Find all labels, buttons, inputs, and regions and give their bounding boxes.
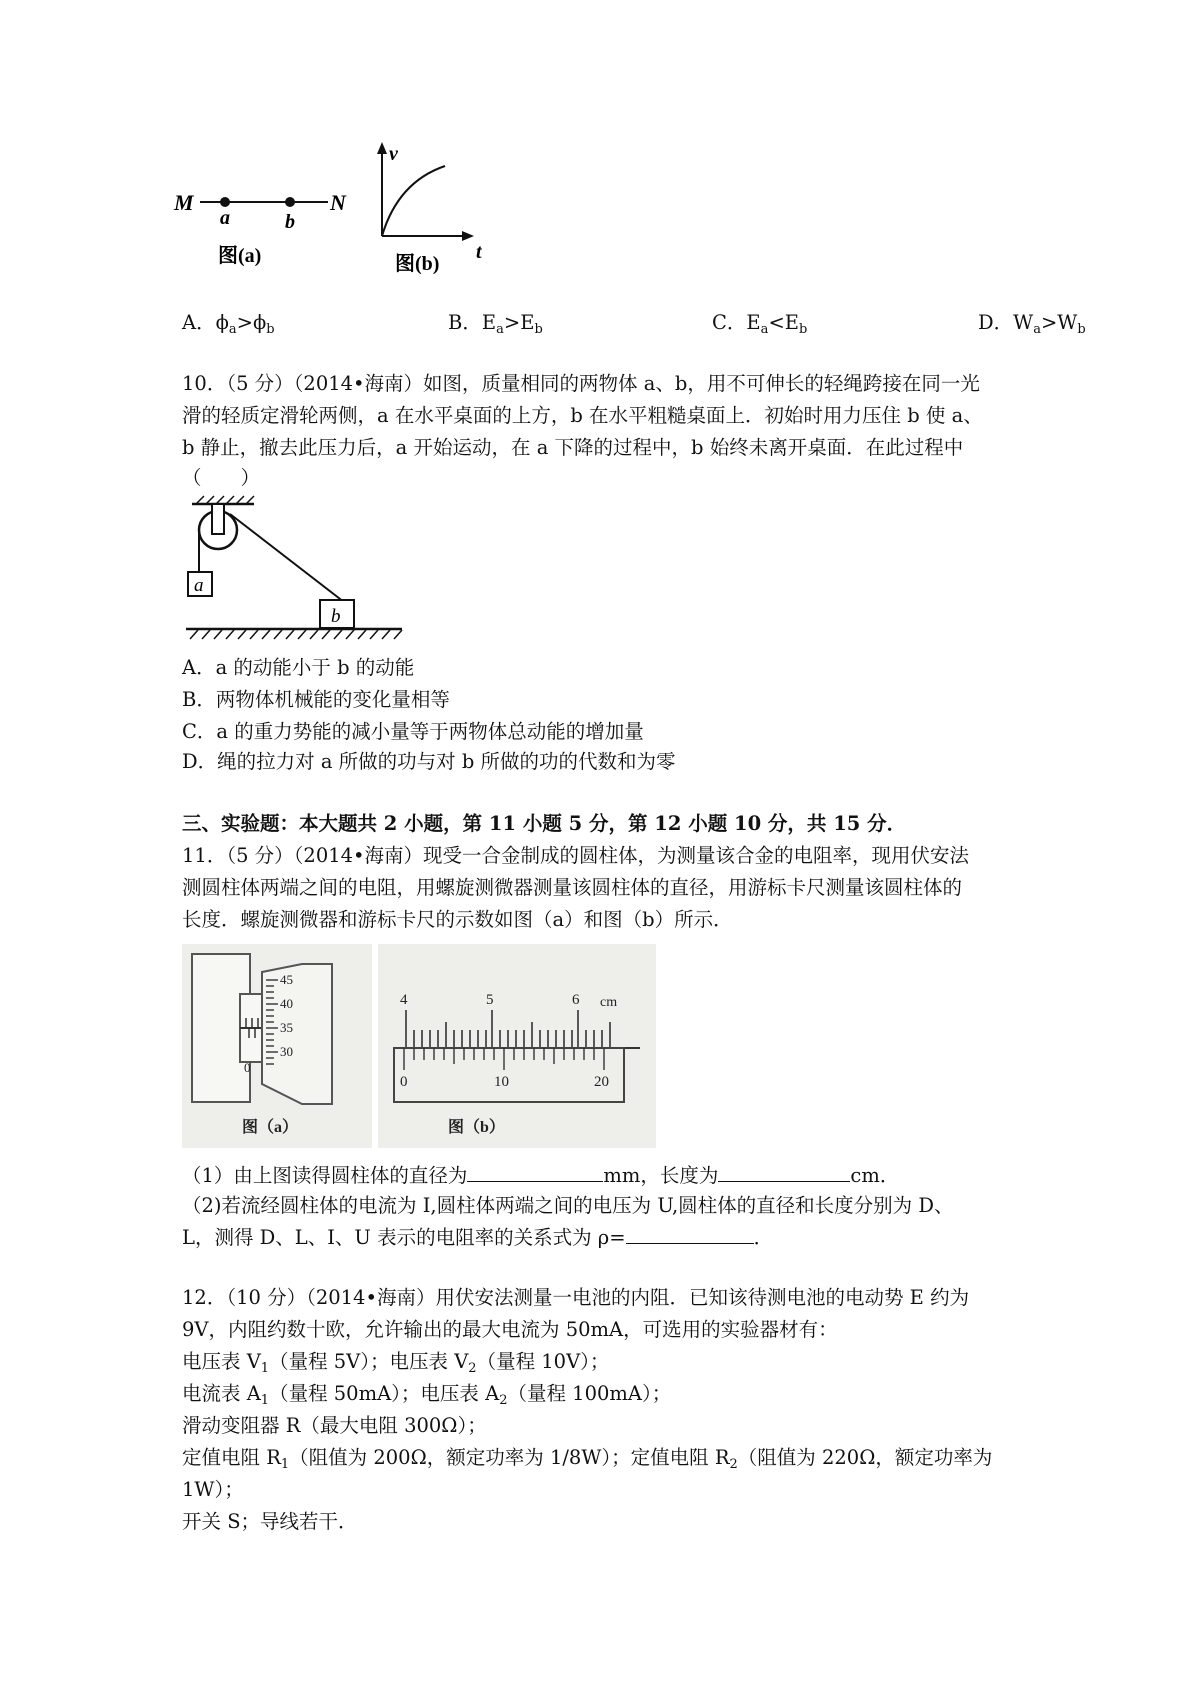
label-a: a	[220, 207, 230, 229]
caliper-unit: cm	[600, 995, 618, 1010]
caliper-vernier-10: 10	[494, 1074, 509, 1090]
micrometer-figure	[182, 944, 372, 1148]
q9-figures	[174, 140, 530, 290]
label-n: N	[330, 190, 346, 215]
q9-option-b[interactable]: B．$E_a>E_b$	[448, 311, 543, 337]
q10-option-a[interactable]: A．a 的动能小于 b 的动能	[182, 656, 415, 679]
point-a	[220, 197, 230, 207]
q11-stem-line-1: 11．（5 分）（2014•海南）现受一合金制成的圆柱体，为测量该合金的电阻率，现用伏安法	[182, 844, 970, 867]
q12-equipment-rheostat: 滑动变阻器 R（最大电阻 300Ω）；	[182, 1414, 487, 1437]
q10-stem-line-1: 10．（5 分）（2014•海南）如图，质量相同的两物体 a、b，用不可伸长的轻绳跨接在同一光	[182, 372, 980, 395]
pulley-bracket	[212, 504, 224, 534]
q11-stem-line-2: 测圆柱体两端之间的电阻，用螺旋测微器测量该圆柱体的直径，用游标卡尺测量该圆柱体的	[182, 876, 963, 899]
q9-option-a[interactable]: A．$\phi_a>\phi_b$	[182, 311, 275, 337]
caliper-vernier-20: 20	[594, 1074, 609, 1090]
q12-equipment-switch: 开关 S；导线若干．	[182, 1510, 358, 1533]
label-m: M	[174, 190, 194, 215]
micrometer-tick-45: 45	[280, 972, 293, 987]
label-t: t	[476, 241, 482, 263]
caliper-vernier-body	[394, 1048, 624, 1102]
micrometer-drawing	[182, 944, 372, 1148]
q10-stem-line-2: 滑的轻质定滑轮两侧，a 在水平桌面的上方，b 在水平粗糙桌面上．初始时用力压住 b 使 a、	[182, 404, 983, 427]
q10-pulley-figure	[184, 494, 412, 646]
micrometer-caption: 图（a）	[242, 1119, 299, 1136]
q12-equipment-ammeters: 电流表 $A_1$（量程 50mA）；电压表 $A_2$（量程 100mA）；	[182, 1382, 672, 1408]
arrow-t	[462, 231, 474, 241]
micrometer-zero: 0	[244, 1060, 251, 1075]
q10-stem-line-4: （ ）	[182, 466, 261, 489]
v-t-curve	[382, 166, 445, 236]
caliper-vernier-0: 0	[400, 1074, 408, 1090]
caliper-main-5: 5	[486, 992, 494, 1008]
rope-b	[230, 514, 344, 602]
q11-part-2-line-2: L，测得 D、L、I、U 表示的电阻率的关系式为 ρ= ．	[182, 1226, 774, 1249]
caliper-vernier-scale	[404, 1048, 604, 1070]
caliper-caption: 图（b）	[448, 1119, 505, 1136]
block-a-label: a	[194, 575, 204, 596]
label-v: v	[389, 143, 398, 165]
caliper-main-6: 6	[572, 992, 580, 1008]
point-b	[285, 197, 295, 207]
arrow-v	[377, 142, 387, 154]
q10-stem-line-3: b 静止，撤去此压力后，a 开始运动，在 a 下降的过程中，b 始终未离开桌面．在此过程中	[182, 436, 964, 459]
micrometer-tick-35: 35	[280, 1020, 293, 1035]
q12-equipment-resistors-cont: 1W）；	[182, 1478, 244, 1501]
ground-hatch	[190, 630, 402, 639]
caliper-main-4: 4	[400, 992, 408, 1008]
label-b: b	[285, 211, 295, 233]
caliper-main-scale	[406, 1010, 610, 1048]
q11-part-1: （1）由上图读得圆柱体的直径为 mm，长度为 cm．	[182, 1164, 900, 1187]
q10-option-b[interactable]: B．两物体机械能的变化量相等	[182, 688, 450, 711]
q10-option-c[interactable]: C．a 的重力势能的减小量等于两物体总动能的增加量	[182, 720, 644, 743]
q12-equipment-resistors: 定值电阻 $R_1$（阻值为 200Ω，额定功率为 1/8W）；定值电阻 $R_2$（阻值为 220Ω，额定功率为	[182, 1446, 993, 1472]
q11-stem-line-3: 长度．螺旋测微器和游标卡尺的示数如图（a）和图（b）所示．	[182, 908, 733, 931]
block-b-label: b	[331, 606, 341, 627]
q9-option-d[interactable]: D．$W_a>W_b$	[978, 311, 1086, 337]
resistivity-answer-blank[interactable]	[626, 1225, 754, 1244]
micrometer-tick-30: 30	[280, 1044, 293, 1059]
section-3-heading: 三、实验题：本大题共 2 小题，第 11 小题 5 分，第 12 小题 10 分，共 15 分．	[182, 812, 907, 835]
q12-equipment-voltmeters: 电压表 $V_1$（量程 5V）；电压表 $V_2$（量程 10V）；	[182, 1350, 610, 1376]
q12-stem-line-1: 12．（10 分）（2014•海南）用伏安法测量一电池的内阻．已知该待测电池的电动势 E 约为	[182, 1286, 970, 1309]
caption-fig-b: 图(b)	[395, 253, 440, 275]
q10-option-d[interactable]: D．绳的拉力对 a 所做的功与对 b 所做的功的代数和为零	[182, 750, 676, 773]
q11-part-2-line-1: （2)若流经圆柱体的电流为 I,圆柱体两端之间的电压为 U,圆柱体的直径和长度分别为 D、	[182, 1194, 954, 1217]
caliper-drawing	[378, 944, 656, 1148]
caption-fig-a: 图(a)	[218, 245, 262, 267]
q9-option-c[interactable]: C．$E_a<E_b$	[712, 311, 808, 337]
length-answer-blank[interactable]	[718, 1163, 850, 1182]
diameter-answer-blank[interactable]	[467, 1163, 603, 1182]
caliper-figure	[378, 944, 656, 1148]
micrometer-tick-40: 40	[280, 996, 293, 1011]
q12-stem-line-2: 9V，内阻约数十欧，允许输出的最大电流为 50mA，可选用的实验器材有：	[182, 1318, 838, 1341]
